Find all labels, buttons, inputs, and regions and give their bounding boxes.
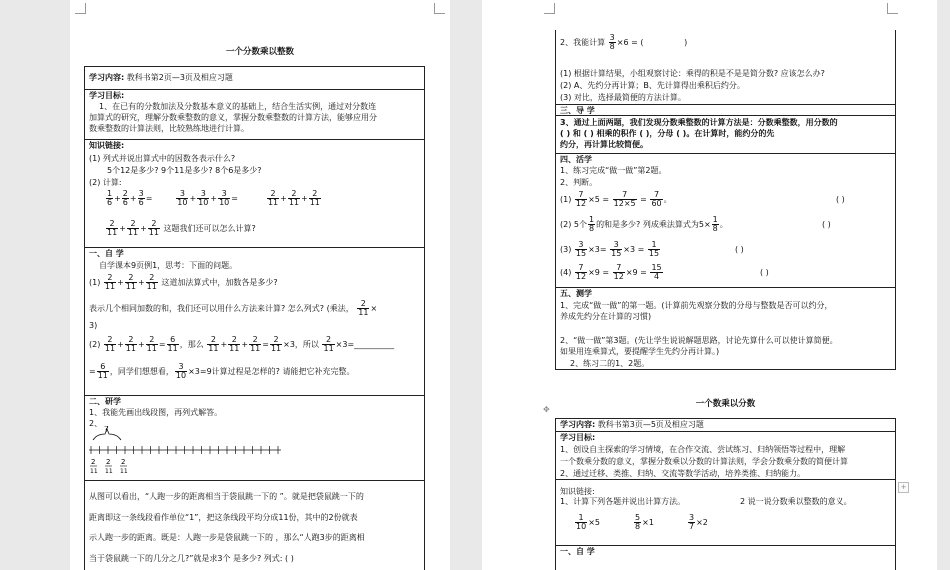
guide-label: 三、导 学 xyxy=(560,106,595,115)
study2-row xyxy=(556,419,895,431)
judge-item-2: (2) 5个 $\frac{1}{8}$ 的和是多少? 列成乘法算式为5× $\frac{1}{8}$ 。 ( ) xyxy=(560,215,831,233)
link-line: 5个12是多少? 9个11是多少? 8个6是多少? xyxy=(107,166,262,175)
goals-label: 学习目标: xyxy=(89,91,125,100)
guide-line: ( ) 和 ( ) 相乘的积作 ( )，分母 ( )。在计算时，能约分的先 xyxy=(560,129,775,138)
goals-line: 数乘整数的计算法则，比较熟练地进行计算。 xyxy=(89,124,249,133)
research-section xyxy=(85,395,424,481)
goals2-line: 1、创设自主探索的学习情境，在合作交流、尝试练习、归纳领悟等过程中，理解 xyxy=(560,445,846,454)
self-q2: (2) $\frac{2}{11}$ + $\frac{2}{11}$ + $\frac{2}{11}$ = $\frac{6}{11}$ ，那么 $\frac{2}{11}$ + $\frac{2}{11}$ + $\frac{2}{11}$ = $\frac{2}{11}$ ×3，所以 $\frac{2}{11}$ ×3=__________ xyxy=(89,335,395,353)
judge-item-4: (4) $\frac{7}{12}$ ×9 = $\frac{7}{12}$ ×9 = $\frac{15}{4}$ ( ) xyxy=(560,263,769,281)
self2-section xyxy=(556,545,895,560)
fraction-sum-row: $\frac{2}{11}$ + $\frac{2}{11}$ + $\frac{2}{11}$ 这题我们还可以怎么计算? xyxy=(107,219,256,237)
self-q2-cont: = $\frac{6}{11}$ ，同学们想想看， $\frac{3}{10}$ ×3=9计算过程是怎样的? 请能把它补充完整。 xyxy=(89,362,355,380)
study2-value: 教科书第3页—5页及相应习题 xyxy=(597,420,704,429)
right-top-line: (3) 对比，选择最简便的方法计算。 xyxy=(560,93,686,102)
judge-item-1: (1) $\frac{7}{12}$ ×5 = $\frac{7}{12\times 5}$ = $\frac{7}{60}$ 。 ( ) xyxy=(560,190,845,208)
crop-mark xyxy=(75,3,86,14)
explain-line: 示人跑一步的距离。既是：人跑一步是袋鼠跳一下的 ，那么“人跑3步的距离相 xyxy=(89,533,365,542)
test-line: 2、练习二的1、2题。 xyxy=(570,359,650,368)
study-content-value: 教科书第2页—3页及相应习题 xyxy=(126,73,233,82)
judge-item-3: (3) $\frac{3}{15}$ ×3= $\frac{3}{15}$ ×3 = $\frac{1}{15}$ ( ) xyxy=(560,240,744,258)
fraction-sum-row: $\frac{1}{6}$ + $\frac{2}{6}$ + $\frac{3}{6}$ = $\frac{3}{10}$ + $\frac{3}{10}$ + $\frac{3}{10}$ = $\frac{2}{11}$ + $\frac{2}{11}$ + $\frac{2}{11}$ xyxy=(107,189,320,207)
practice-line: 1、练习完成“做一做”第2题。 xyxy=(560,166,667,175)
page-title-2: 一个数乘以分数 xyxy=(695,399,756,409)
link2-exprs: $\frac{1}{10}$ ×5 $\frac{5}{8}$ ×1 $\frac{3}{7}$ ×2 xyxy=(576,513,708,531)
svg-text:11: 11 xyxy=(120,468,128,475)
lesson-table xyxy=(84,66,425,570)
link-line: (1) 列式并说出算式中的因数各表示什么? xyxy=(89,154,236,163)
self-line: 3) xyxy=(89,321,98,330)
self-study-label: 一、自 学 xyxy=(89,249,124,258)
svg-text:2: 2 xyxy=(121,458,126,466)
right-top-line: 2、我能计算 $\frac{3}{8}$ ×6 = ( ) xyxy=(560,33,688,51)
document-page-right xyxy=(482,0,937,570)
right-top-line: (2) A、先约分再计算；B、先计算得出乘积后约分。 xyxy=(560,81,745,90)
research-label: 二、研学 xyxy=(89,397,121,406)
svg-text:2: 2 xyxy=(106,458,111,466)
goals2-section xyxy=(556,431,895,480)
test-line: 如果用连乘算式，要提醒学生先约分再计算。) xyxy=(560,347,720,356)
self-study-section xyxy=(85,247,424,396)
test-line: 1、完成“做一做”的第一题。(计算前先观察分数的分母与整数是否可以约分， xyxy=(560,301,833,310)
crop-mark xyxy=(887,3,898,14)
study-content-row xyxy=(85,67,424,89)
svg-text:11: 11 xyxy=(90,468,98,475)
goals-line: 加算式的研究，理解分数乘整数的意义，掌握分数乘整数的计算方法，能够应用分 xyxy=(89,113,377,122)
explain-line: 从图可以看出，“人跑一步的距离相当于袋鼠跳一下的 ”。就是把袋鼠跳一下的 xyxy=(89,492,364,501)
crop-mark xyxy=(544,3,555,14)
explanation-section xyxy=(85,480,424,570)
self-line: 表示几个相同加数的和，我们还可以用什么方法来计算? 怎么列式? (乘法， $\frac{2}{11}$ × xyxy=(89,299,378,317)
link2-section xyxy=(556,479,895,546)
goals-line: 1、在已有的分数加法及分数基本意义的基础上，结合生活实例，通过对分数连 xyxy=(99,102,377,111)
guide-line: 3、通过上面两题，我们发现分数乘整数的计算方法是：分数乘整数，用分数的 xyxy=(560,118,838,127)
research-line: 2、 xyxy=(89,419,103,428)
link-label: 知识链接: xyxy=(89,141,125,150)
guide-body xyxy=(556,115,895,154)
number-line-diagram xyxy=(85,426,285,476)
move-handle-icon[interactable]: ✥ xyxy=(543,405,550,414)
svg-text:?: ? xyxy=(104,426,109,435)
goals2-label: 学习目标: xyxy=(560,433,596,442)
study2-label: 学习内容: xyxy=(560,420,596,429)
page-title: 一个分数乘以整数 xyxy=(225,47,294,57)
research-line: 1、我能先画出线段图，再列式解答。 xyxy=(89,408,223,417)
knowledge-link-section xyxy=(85,139,424,248)
document-page-left xyxy=(70,0,450,570)
lesson-table-2 xyxy=(555,418,896,570)
practice-label: 四、活学 xyxy=(560,155,592,164)
test-line: 养成先约分在计算的习惯) xyxy=(560,312,652,321)
guide-section xyxy=(556,104,895,115)
plus-icon[interactable]: + xyxy=(898,482,909,493)
guide-line: 约分，再计算比较简便。 xyxy=(560,140,648,149)
explain-line: 当于袋鼠跳一下的几分之几?”就是求3个 是多少? 列式: ( ) xyxy=(89,554,294,563)
lesson-table-cont xyxy=(555,30,896,370)
test-section xyxy=(556,287,895,371)
self2-label: 一、自 学 xyxy=(560,547,595,556)
self-q1: (1) $\frac{2}{11}$ + $\frac{2}{11}$ + $\frac{2}{11}$ 这道加法算式中，加数各是多少? xyxy=(89,273,278,291)
goals2-line: 一个数乘分数的意义，掌握分数乘以分数的计算法则，学会分数乘分数的简便计算 xyxy=(560,457,848,466)
test-line: 2、“做一做”第3题。(先让学生说说解题思路，讨论先算什么可以使计算简便。 xyxy=(560,336,838,345)
link2-line: 1、计算下列各题并说出计算方法。 2 说一说分数乘以整数的意义。 xyxy=(560,497,852,506)
svg-text:2: 2 xyxy=(91,458,96,466)
explain-line: 距离即这一条线段看作单位“1”，把这条线段平均分成11份，其中的2份就表 xyxy=(89,513,358,522)
svg-text:11: 11 xyxy=(105,468,113,475)
calc-question: 这题我们还可以怎么计算? xyxy=(163,224,256,233)
goals2-line: 2、通过迁移、类推、归纳、交流等数学活动，培养类推、归纳能力。 xyxy=(560,469,806,478)
goals-section xyxy=(85,89,424,140)
practice-line: 2、判断。 xyxy=(560,178,598,187)
self-line: 自学课本9页例1，思考：下面的问题。 xyxy=(99,261,238,270)
crop-mark xyxy=(434,3,445,14)
test-label: 五、测学 xyxy=(560,289,592,298)
study-content-label: 学习内容: xyxy=(89,73,125,82)
right-top-line: (1) 根据计算结果，小组观察讨论：乘得的积是不是是简分数? 应该怎么办? xyxy=(560,69,825,78)
link-line: (2) 计算: xyxy=(89,178,122,187)
practice-section xyxy=(556,153,895,288)
link2-label: 知识链接: xyxy=(560,487,595,496)
